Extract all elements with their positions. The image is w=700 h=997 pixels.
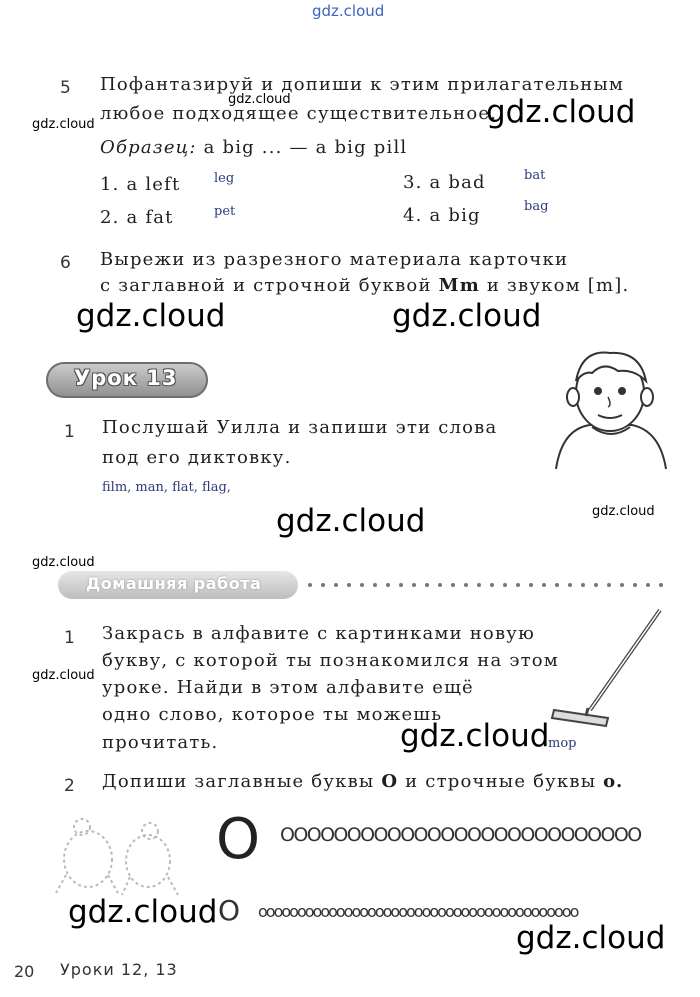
watermark-top: gdz.cloud [312,2,385,20]
boy-illustration [548,345,672,470]
big-letter-o-second: O [218,894,241,927]
watermark-big: gdz.cloud [392,298,542,334]
ex5-line1: Пофантазируй и допиши к этим прилагательным [100,74,625,95]
lesson-ex1-line2: под его диктовку. [102,447,292,468]
ex5-answer-2: pet [214,204,236,219]
ex5-item-4: 4. a big [403,205,481,226]
page-number: 20 [14,962,35,981]
ex6-number: 6 [60,253,71,273]
watermark-big: gdz.cloud [400,718,550,754]
watermark-small: gdz.cloud [32,117,95,132]
watermark-big: gdz.cloud [516,920,666,956]
ex5-answer-3: bat [524,168,546,183]
watermark-small: gdz.cloud [32,555,95,570]
watermark-big: gdz.cloud [68,894,218,930]
ex6-line1: Вырежи из разрезного материала карточки [100,249,569,270]
ex5-item-2: 2. a fat [100,207,174,228]
watermark-big: gdz.cloud [486,94,636,130]
watermark-big: gdz.cloud [76,298,226,334]
hw-ex2-start: Допиши заглавные буквы [102,771,375,792]
lesson-ex1-line1: Послушай Уилла и запиши эти слова [102,417,498,438]
mop-label: mop [548,736,577,751]
lesson-title: Урок 13 [74,366,178,390]
hw-ex1-number: 1 [64,628,75,648]
hw-ex2-text [102,771,624,792]
ex5-answer-1: leg [214,171,235,186]
ex5-line2: любое подходящее существительное. [100,103,498,124]
watermark-small: gdz.cloud [592,504,655,519]
example-label: Образец: [100,137,197,158]
ex6-line2-start: с заглавной и строчной буквой [100,275,432,296]
hw-ex1-line: прочитать. [102,732,219,753]
ex6-line2-end: и звуком [m]. [486,275,630,296]
lesson-ex1-answer: film, man, flat, flag, [102,480,231,495]
watermark-big: gdz.cloud [276,503,426,539]
uppercase-o-row: OOOOOOOOOOOOOOOOOOOOOOOOOOO [280,824,641,846]
ex6-line2 [100,275,629,296]
footer-lessons: Уроки 12, 13 [60,960,178,979]
homework-title-pill [58,571,298,599]
hw-ex2-bold1: O [381,771,399,792]
ex5-item-3: 3. a bad [403,172,486,193]
ex6-line2-bold: Mm [438,275,480,296]
hw-ex2-mid: и строчные буквы [405,771,597,792]
hw-ex1-line: Закрась в алфавите с картинками новую [102,623,535,644]
homework-title: Домашняя работа [86,574,262,593]
hw-ex1-line: одно слово, которое ты можешь [102,704,443,725]
letter-o-characters-illustration [52,815,188,897]
hw-ex2-bold2: o. [603,771,624,792]
ex5-number: 5 [60,78,71,98]
lesson-title-pill [46,362,208,398]
ex5-example [100,137,407,158]
hw-ex1-line: букву, с которой ты познакомился на этом [102,650,559,671]
hw-ex2-number: 2 [64,776,75,796]
ex5-answer-4: bag [524,199,549,214]
hw-ex1-line: уроке. Найди в этом алфавите ещё [102,677,474,698]
lesson-ex1-number: 1 [64,422,75,442]
ex5-item-1: 1. a left [100,174,181,195]
mop-illustration [548,606,668,734]
lowercase-o-row: ooooooooooooooooooooooooooooooooooooooooo [258,902,578,921]
watermark-small: gdz.cloud [228,92,291,107]
big-letter-o: O [216,807,261,872]
example-text: a big ... — a big pill [203,137,408,158]
watermark-small: gdz.cloud [32,668,95,683]
dotted-divider [306,581,666,589]
